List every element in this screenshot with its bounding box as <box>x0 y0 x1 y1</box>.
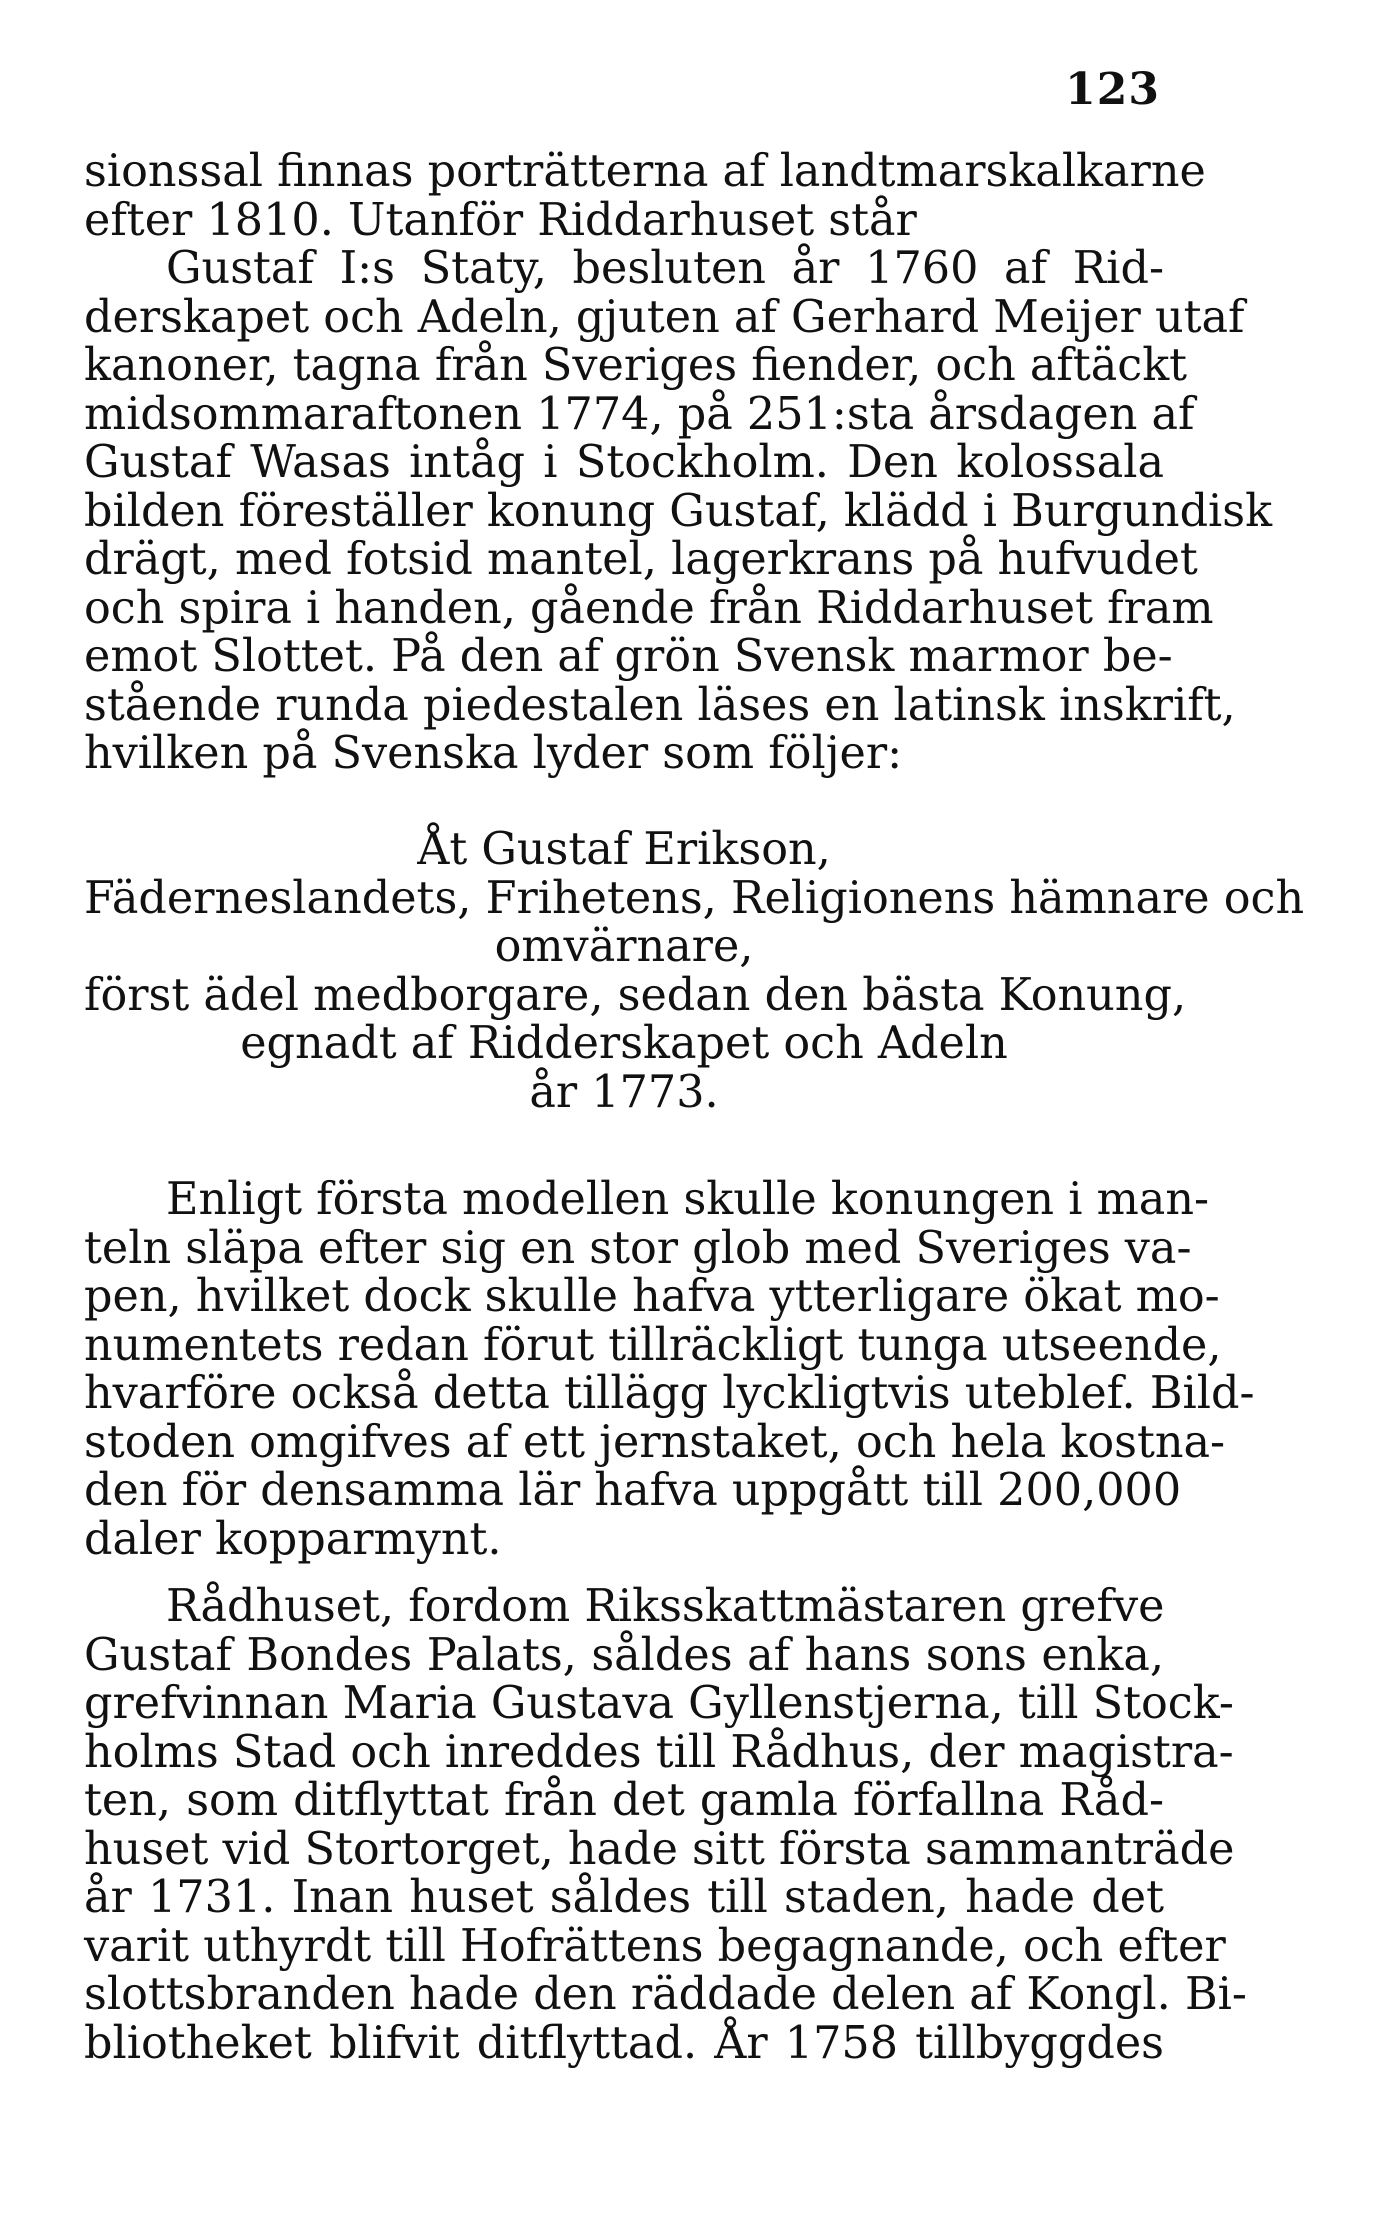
inscription-line: egnadt af Ridderskapet och Adeln <box>240 1018 1008 1069</box>
text-line: år 1731. Inan huset såldes till staden, hade det <box>84 1872 1164 1923</box>
text-line: emot Slottet. På den af grön Svensk marmor be- <box>84 631 1173 682</box>
inscription <box>84 824 1305 1118</box>
text-line: stående runda piedestalen läses en latinsk inskrift, <box>84 679 1236 731</box>
inscription-line: år 1773. <box>529 1066 719 1118</box>
inscription-line: omvärnare, <box>494 921 754 972</box>
text-line: drägt, med fotsid mantel, lagerkrans på hufvudet <box>84 534 1198 585</box>
text-line: hvarföre också detta tillägg lyckligtvis uteblef. Bild- <box>84 1368 1255 1419</box>
text-line: Rådhuset, fordom Riksskattmästaren grefve <box>166 1581 1165 1632</box>
text-line: bilden föreställer konung Gustaf, klädd i Burgundisk <box>84 485 1273 537</box>
text-line: pen, hvilket dock skulle hafva ytterligare ökat mo- <box>84 1271 1220 1322</box>
inscription-line: Åt Gustaf Erikson, <box>417 824 831 875</box>
text-line: slottsbranden hade den räddade delen af Kongl. Bi- <box>84 1969 1247 2020</box>
text-line: huset vid Stortorget, hade sitt första sammanträde <box>84 1823 1235 1875</box>
text-line: stoden omgifves af ett jernstaket, och hela kostna- <box>84 1416 1226 1468</box>
text-line: teln släpa efter sig en stor glob med Sveriges va- <box>84 1222 1192 1274</box>
paragraph-statue <box>84 146 1273 779</box>
text-line: varit uthyrdt till Hofrättens begagnande, och efter <box>84 1920 1226 1972</box>
text-line: bliotheket blifvit ditflyttad. År 1758 tillbyggdes <box>84 2017 1164 2069</box>
text-line: numentets redan förut tillräckligt tunga utseende, <box>84 1319 1222 1371</box>
page-number: 123 <box>1065 64 1160 115</box>
text-line: Gustaf Wasas intåg i Stockholm. Den kolossala <box>84 437 1164 488</box>
paragraph-first-model <box>84 1174 1255 1565</box>
text-line: och spira i handen, gående från Riddarhuset fram <box>84 582 1214 634</box>
text-line: derskapet och Adeln, gjuten af Gerhard Meijer utaf <box>84 291 1245 343</box>
text-line: efter 1810. Utanför Riddarhuset står <box>84 194 917 246</box>
paragraph-radhuset <box>84 1581 1247 2069</box>
text-line: daler kopparmynt. <box>84 1513 502 1565</box>
inscription-line: först ädel medborgare, sedan den bästa Konung, <box>84 969 1187 1021</box>
text-line: holms Stad och inreddes till Rådhus, der magistra- <box>84 1726 1234 1778</box>
text-line: Gustaf Bondes Palats, såldes af hans sons enka, <box>84 1629 1164 1681</box>
text-line: den för densamma lär hafva uppgått till 200,000 <box>84 1465 1182 1516</box>
text-line: midsommaraftonen 1774, på 251:sta årsdagen af <box>84 388 1195 440</box>
text-line: grefvinnan Maria Gustava Gyllenstjerna, till Stock- <box>84 1678 1234 1729</box>
text-line: Enligt första modellen skulle konungen i man- <box>166 1174 1210 1225</box>
inscription-line: Fäderneslandets, Frihetens, Religionens hämnare och <box>84 872 1305 924</box>
text-line: hvilken på Svenska lyder som följer: <box>84 728 903 779</box>
text-line: Gustaf I:s Staty, besluten år 1760 af Rid- <box>166 243 1164 294</box>
text-line: ten, som ditflyttat från det gamla förfallna Råd- <box>84 1775 1164 1826</box>
text-line: sionssal finnas porträtterna af landtmarskalkarne <box>84 146 1206 197</box>
text-line: kanoner, tagna från Sveriges fiender, och aftäckt <box>84 340 1188 391</box>
